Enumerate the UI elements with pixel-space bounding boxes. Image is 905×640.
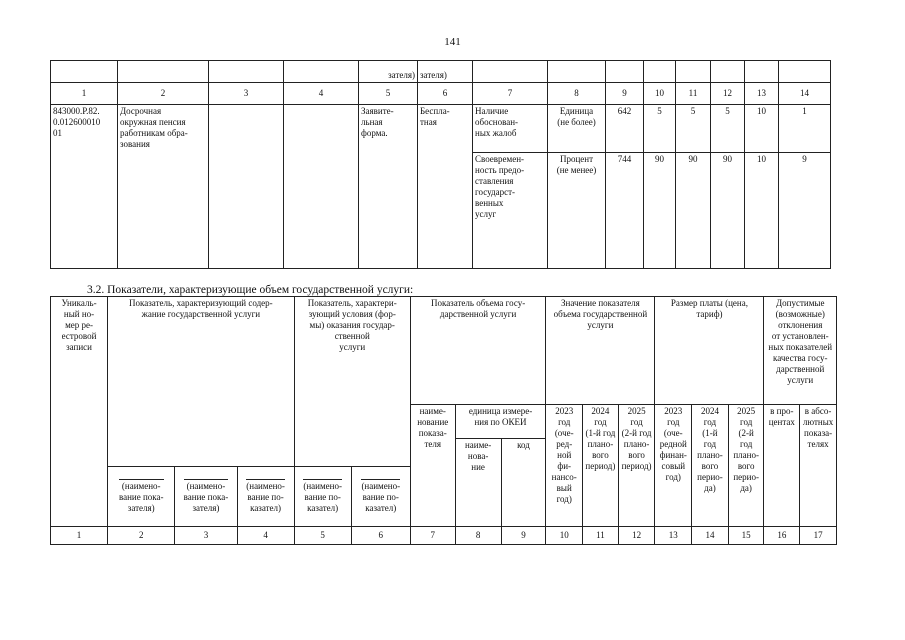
col-number: 10 [546, 527, 583, 545]
col-number: 8 [455, 527, 501, 545]
deviation-absolute: 9 [779, 153, 831, 269]
col-number: 16 [764, 527, 800, 545]
col-number: 3 [175, 527, 237, 545]
value-2023: 5 [644, 105, 676, 153]
header-vol-2025: 2025 год (2-й год плано- вого период) [618, 405, 655, 527]
col-number: 2 [118, 83, 209, 105]
quality-indicators-table [50, 60, 831, 269]
cont-cell [284, 61, 359, 83]
cont-cell [118, 61, 209, 83]
col-number: 8 [548, 83, 606, 105]
deviation-percent: 10 [745, 153, 779, 269]
col-number: 7 [410, 527, 455, 545]
deviation-percent: 10 [745, 105, 779, 153]
header-vol-2023: 2023 год (оче- ред- ной фи- нансо- вый год) [546, 405, 583, 527]
header-condition-indicator: Показатель, характери- зующий условия (фор- мы) оказания государ- ственной услуги [294, 297, 410, 467]
col-number: 15 [728, 527, 764, 545]
column-numbers-row [51, 83, 831, 105]
indicator-unit: Процент (не менее) [548, 153, 606, 269]
col-number: 4 [237, 527, 294, 545]
col-number: 14 [692, 527, 729, 545]
cont-cell [606, 61, 644, 83]
col-number: 5 [294, 527, 351, 545]
name-caption: (наимено- вание по- казател) [246, 481, 285, 513]
header-deviation: Допустимые (возможные) отклонения от установлен- ных показателей качества госу- дарственной услуги [764, 297, 837, 405]
header-name-col-6 [351, 467, 410, 527]
col-number: 11 [583, 527, 619, 545]
col-number: 14 [779, 83, 831, 105]
name-caption: (наимено- вание по- казател) [361, 481, 401, 513]
col-number: 4 [284, 83, 359, 105]
col-number: 6 [418, 83, 473, 105]
value-2024: 90 [676, 153, 711, 269]
col-number: 17 [800, 527, 837, 545]
col-number: 6 [351, 527, 410, 545]
col-number: 10 [644, 83, 676, 105]
registry-number: 843000.Р.82. 0.012600010 01 [51, 105, 118, 269]
header-volume-indicator: Показатель объема госу- дарственной услуги [410, 297, 546, 405]
name-caption: (наимено- вание по- казател) [303, 481, 342, 513]
name-caption: (наимено- вание пока- зателя) [183, 481, 229, 513]
deviation-absolute: 1 [779, 105, 831, 153]
col-number: 7 [473, 83, 548, 105]
indicator-name: Своевремен- ность предо- ставления государст- венных услуг [473, 153, 548, 269]
page-number: 141 [444, 36, 461, 48]
cont-cell [51, 61, 118, 83]
header-unique-number: Уникаль- ный но- мер ре- естровой записи [51, 297, 108, 527]
col-number: 5 [359, 83, 418, 105]
header-fee-2024: 2024 год (1-й год плано- вого перио- да) [692, 405, 729, 527]
col-number: 11 [676, 83, 711, 105]
header-name-col-4 [237, 467, 294, 527]
header-volume-value: Значение показателя объема государственной услуги [546, 297, 655, 405]
column-numbers-row [51, 527, 837, 545]
service-content: Досрочная окружная пенсия работникам обра- зования [118, 105, 209, 269]
value-2023: 90 [644, 153, 676, 269]
cont-cell: зателя) [359, 61, 418, 83]
header-in-absolute: в абсо- лютных показа- телях [800, 405, 837, 527]
col-number: 9 [501, 527, 546, 545]
header-okei-code: код [501, 439, 546, 527]
col-number: 3 [209, 83, 284, 105]
name-caption: (наимено- вание пока- зателя) [118, 481, 164, 513]
continuation-row [51, 61, 831, 83]
header-name-col-5 [294, 467, 351, 527]
header-in-percent: в про- центах [764, 405, 800, 527]
header-name-col-2 [108, 467, 175, 527]
empty-cell [284, 105, 359, 269]
cont-cell [209, 61, 284, 83]
header-content-indicator: Показатель, характеризующий содер- жание государственной услуги [108, 297, 295, 467]
header-okei-name: наиме- нова- ние [455, 439, 501, 527]
service-payment: Бесплa- тная [418, 105, 473, 269]
col-number: 13 [745, 83, 779, 105]
col-number: 13 [655, 527, 692, 545]
empty-cell [209, 105, 284, 269]
col-number: 1 [51, 527, 108, 545]
header-fee: Размер платы (цена, тариф) [655, 297, 764, 405]
cont-cell [644, 61, 676, 83]
table-row [51, 105, 831, 153]
cont-cell [548, 61, 606, 83]
header-row-1 [51, 297, 837, 405]
cont-cell [745, 61, 779, 83]
header-fee-2023: 2023 год (оче- редной финан- совый год) [655, 405, 692, 527]
header-indicator-name: наиме- нование показа- теля [410, 405, 455, 527]
indicator-unit: Единица (не более) [548, 105, 606, 153]
cont-cell: зателя) [418, 61, 473, 83]
cont-cell [779, 61, 831, 83]
indicator-code: 642 [606, 105, 644, 153]
cont-cell [676, 61, 711, 83]
header-okei-unit: единица измере- ния по ОКЕИ [455, 405, 546, 439]
volume-indicators-table [50, 296, 837, 545]
header-fee-2025: 2025 год (2-й год планo- вого перио- да) [728, 405, 764, 527]
value-2024: 5 [676, 105, 711, 153]
cont-cell [711, 61, 745, 83]
header-name-col-3 [175, 467, 237, 527]
col-number: 2 [108, 527, 175, 545]
service-form: Заявите- льная форма. [359, 105, 418, 269]
value-2025: 5 [711, 105, 745, 153]
col-number: 12 [711, 83, 745, 105]
indicator-name: Наличие обоснован- ных жалоб [473, 105, 548, 153]
value-2025: 90 [711, 153, 745, 269]
col-number: 9 [606, 83, 644, 105]
cont-cell [473, 61, 548, 83]
indicator-code: 744 [606, 153, 644, 269]
header-vol-2024: 2024 год (1-й год плано- вого период) [583, 405, 619, 527]
col-number: 1 [51, 83, 118, 105]
section-title: 3.2. Показатели, характеризующие объем государственной услуги: [87, 284, 414, 296]
col-number: 12 [618, 527, 655, 545]
